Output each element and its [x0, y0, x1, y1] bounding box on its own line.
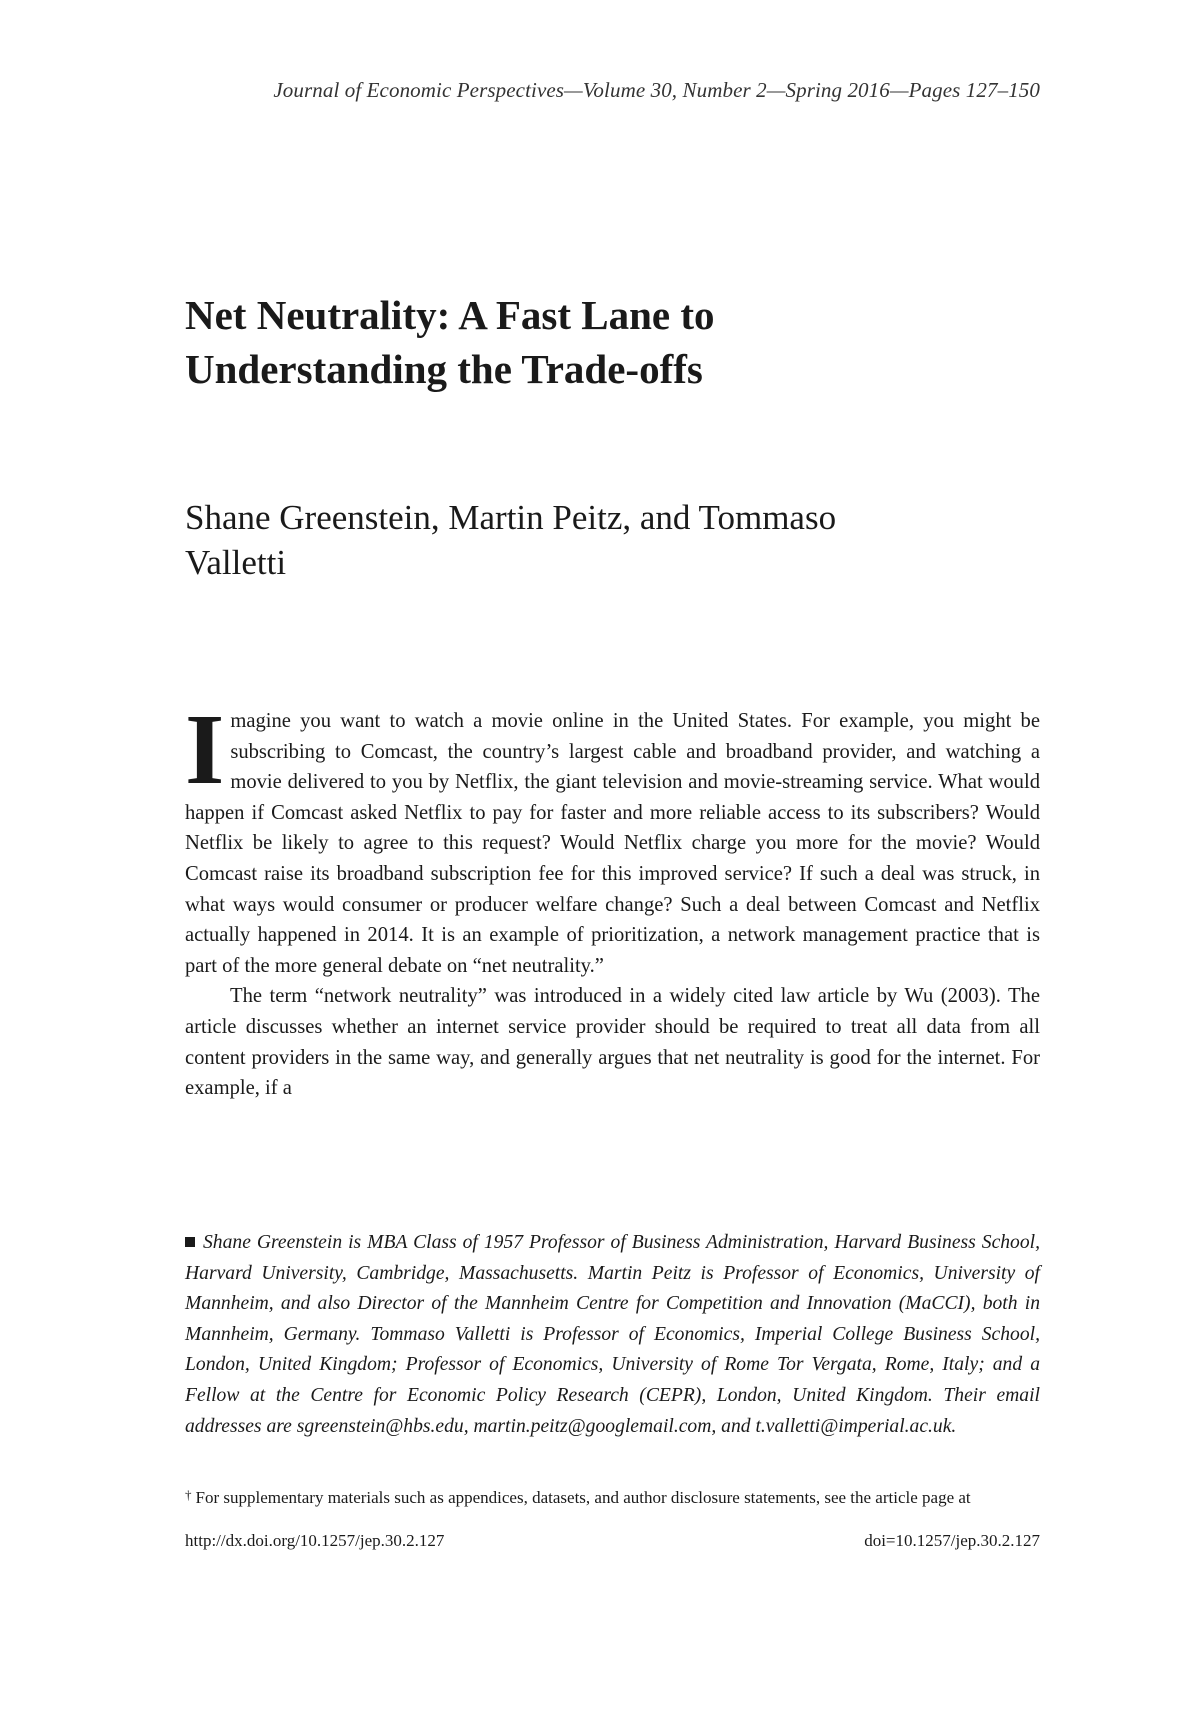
author-list	[185, 495, 1005, 585]
supplementary-materials-text: For supplementary materials such as appendices, datasets, and author disclosure statements, see the article page at	[195, 1488, 971, 1507]
body-paragraph-1	[185, 693, 1040, 981]
article-body	[185, 693, 1040, 1104]
doi-identifier: doi=10.1257/jep.30.2.127	[864, 1531, 1040, 1550]
article-title	[185, 288, 1035, 396]
running-header: Journal of Economic Perspectives—Volume 30, Number 2—Spring 2016—Pages 127–150	[273, 78, 1040, 102]
square-bullet-icon	[185, 1237, 195, 1247]
supplementary-materials-note	[185, 1484, 1040, 1509]
author-affiliation-note	[185, 1228, 1040, 1442]
author-affiliation-text: Shane Greenstein is MBA Class of 1957 Professor of Business Administration, Harvard Business School, Harvard University, Cambridge, Massachusetts. Martin Peitz is Professor of Economics, University of Mannheim, and also Director of the Mannheim Centre for Competition and Innovation (MaCCI), both in Mannheim, Germany. Tommaso Valletti is Professor of Economics, Imperial College Business School, London, United Kingdom; Professor of Economics, University of Rome Tor Vergata, Rome, Italy; and a Fellow at the Centre for Economic Policy Research (CEPR), London, United Kingdom. Their email addresses are sgreenstein@hbs.edu, martin.peitz@googlemail.com, and t.valletti@imperial.ac.uk.	[185, 1232, 1040, 1437]
dagger-symbol: †	[185, 1487, 192, 1502]
body-paragraph-1-text: magine you want to watch a movie online in the United States. For example, you might be subscribing to Comcast, the country’s largest cable and broadband provider, and watching a movie delivered to you by Netflix, the giant television and movie-streaming service. What would happen if Comcast asked Netflix to pay for faster and more reliable access to its subscribers? Would Netflix be likely to agree to this request? Would Netflix charge you more for the movie? Would Comcast raise its broadband subscription fee for this improved service? If such a deal was struck, in what ways would consumer or producer welfare change? Such a deal between Comcast and Netflix actually happened in 2014. It is an example of prioritization, a network management practice that is part of the more general debate on “net neutrality.”	[185, 710, 1040, 977]
drop-cap: I	[185, 693, 225, 805]
article-title-line-1: Net Neutrality: A Fast Lane to	[185, 292, 715, 338]
body-paragraph-2: The term “network neutrality” was introduced in a widely cited law article by Wu (2003). The article discusses whether an internet service provider should be required to treat all data from all content providers in the same way, and generally argues that net neutrality is good for the internet. For example, if a	[185, 985, 1040, 1100]
author-list-line-2: Valletti	[185, 543, 287, 582]
author-list-line-1: Shane Greenstein, Martin Peitz, and Tommaso	[185, 498, 837, 537]
article-title-line-2: Understanding the Trade-offs	[185, 346, 703, 392]
article-url-link[interactable]: http://dx.doi.org/10.1257/jep.30.2.127	[185, 1531, 445, 1550]
footer-identifiers	[185, 1530, 1040, 1552]
